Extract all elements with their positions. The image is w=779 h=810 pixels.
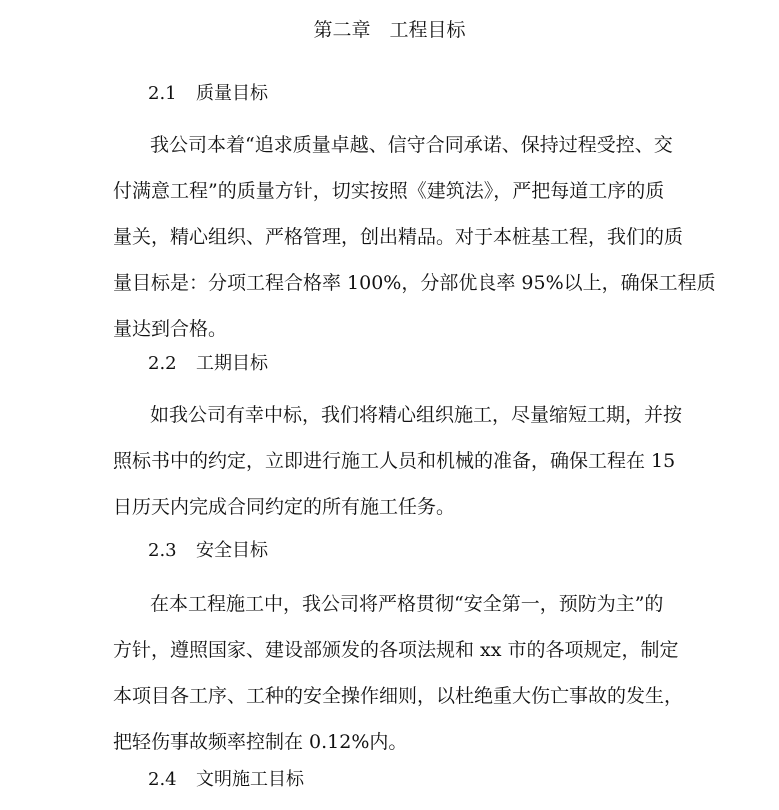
chapter-title: 第二章 工程目标	[313, 19, 466, 41]
section-number: 2.3	[148, 540, 177, 561]
paragraph-line: 方针，遵照国家、建设部颁发的各项法规和 xx 市的各项规定，制定	[113, 639, 679, 661]
paragraph-quality	[113, 122, 716, 352]
paragraph-line: 付满意工程”的质量方针，切实按照《建筑法》，严把每道工序的质	[113, 180, 665, 202]
section-heading-safety	[148, 537, 268, 565]
paragraph-line: 如我公司有幸中标，我们将精心组织施工，尽量缩短工期，并按	[150, 404, 683, 426]
section-number: 2.1	[148, 83, 177, 104]
section-heading-schedule	[148, 350, 268, 378]
section-heading-civilized-construction	[148, 766, 304, 794]
paragraph-line: 量关，精心组织、严格管理，创出精品。对于本桩基工程，我们的质	[113, 226, 684, 248]
section-number: 2.2	[148, 353, 177, 374]
paragraph-line: 把轻伤事故频率控制在 0.12%内。	[113, 731, 408, 753]
section-title: 文明施工目标	[196, 769, 304, 790]
paragraph-line: 日历天内完成合同约定的所有施工任务。	[113, 496, 456, 518]
paragraph-line: 在本工程施工中，我公司将严格贯彻“安全第一，预防为主”的	[150, 593, 664, 615]
paragraph-line: 本项目各工序、工种的安全操作细则，以杜绝重大伤亡事故的发生，	[113, 685, 684, 707]
paragraph-schedule	[113, 392, 683, 530]
section-heading-quality	[148, 80, 268, 108]
paragraph-line: 量达到合格。	[113, 318, 228, 340]
paragraph-safety	[113, 581, 684, 765]
paragraph-line: 照标书中的约定，立即进行施工人员和机械的准备，确保工程在 15	[113, 450, 676, 472]
paragraph-line: 量目标是：分项工程合格率 100%，分部优良率 95%以上，确保工程质	[113, 272, 716, 294]
section-number: 2.4	[148, 769, 177, 790]
section-title: 质量目标	[196, 83, 268, 104]
section-title: 工期目标	[196, 353, 268, 374]
section-title: 安全目标	[196, 540, 268, 561]
paragraph-line: 我公司本着“追求质量卓越、信守合同承诺、保持过程受控、交	[150, 134, 673, 156]
